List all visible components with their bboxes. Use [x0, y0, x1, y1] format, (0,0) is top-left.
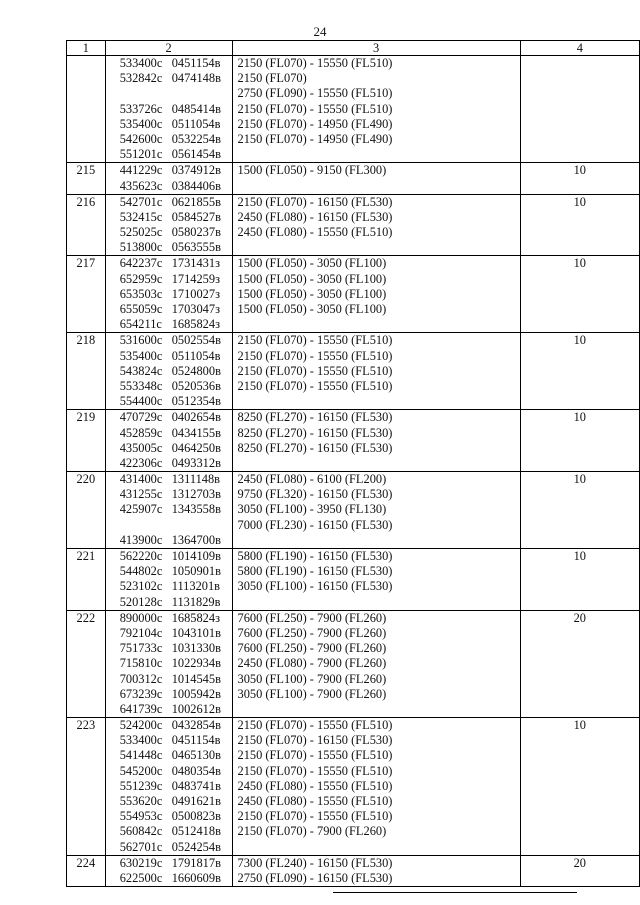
coordinate-line: [120, 533, 232, 548]
longitude: 1710027з: [171, 286, 220, 301]
longitude: 0384406в: [171, 178, 221, 193]
coordinate-line: [120, 595, 232, 610]
longitude: 1731431з: [171, 256, 220, 271]
coordinate-line: [120, 256, 232, 271]
altitude-range: 3050 (FL100) - 3950 (FL130): [237, 502, 387, 517]
altitude-range: 2150 (FL070) - 16150 (FL530): [237, 194, 393, 209]
coordinate-line: [120, 702, 232, 717]
altitude-range: 2150 (FL070): [237, 71, 307, 86]
altitude-range: 2450 (FL080) - 15550 (FL510): [237, 794, 393, 808]
coordinate-line: [120, 809, 232, 824]
latitude: 551201с: [119, 147, 163, 162]
airspace-table: [66, 40, 640, 887]
coordinate-line: [120, 856, 232, 871]
coordinate-line: [120, 147, 232, 162]
altitude-range: 2150 (FL070) - 15550 (FL510): [237, 718, 393, 733]
latitude: 562701с: [119, 839, 163, 854]
longitude: 0451154в: [171, 733, 221, 748]
table-row: [67, 472, 640, 549]
latitude: 652959с: [119, 271, 163, 286]
altitude-levels-cell: [232, 549, 520, 611]
latitude: 513800с: [119, 240, 163, 255]
value-cell: 10: [520, 472, 639, 549]
coordinates-cell: [105, 549, 232, 611]
altitude-range: 1500 (FL050) - 3050 (FL100): [237, 271, 387, 286]
longitude: 0561454в: [171, 147, 221, 162]
longitude: 1311148в: [171, 472, 221, 487]
altitude-range: 2150 (FL070) - 15550 (FL510): [237, 763, 393, 778]
altitude-range: [238, 595, 520, 610]
latitude: 553348с: [119, 378, 163, 393]
longitude: 0621855в: [171, 194, 221, 209]
latitude: 542701с: [119, 194, 163, 209]
longitude: 0524254в: [171, 839, 221, 854]
altitude-range: 8250 (FL270) - 16150 (FL530): [237, 410, 393, 425]
altitude-range: 2450 (FL080) - 16150 (FL530): [237, 209, 393, 224]
table-row: [67, 256, 640, 333]
page-number: 24: [313, 24, 327, 39]
latitude: 535400с: [119, 348, 163, 363]
coordinate-line: [120, 379, 232, 394]
coordinate-line: [120, 317, 232, 332]
coordinate-line: [120, 102, 232, 117]
value-cell: 20: [520, 610, 639, 717]
altitude-range: [238, 840, 520, 855]
coordinate-line: [120, 240, 232, 255]
row-number: 218: [67, 333, 106, 410]
row-number: 219: [67, 410, 106, 472]
altitude-range: 2750 (FL090) - 16150 (FL530): [237, 870, 393, 885]
coordinate-line: [120, 56, 232, 71]
value-cell: 10: [520, 410, 639, 472]
longitude: 1685824з: [171, 317, 220, 332]
altitude-range: 1500 (FL050) - 3050 (FL100): [237, 286, 387, 301]
longitude: 0532254в: [171, 131, 221, 146]
coordinate-line: [120, 871, 232, 886]
altitude-levels-cell: [232, 56, 520, 163]
longitude: 0563555в: [171, 240, 221, 255]
column-header-2: 2: [105, 41, 232, 56]
row-number: 224: [67, 855, 106, 886]
altitude-range: [238, 147, 520, 162]
latitude: 751733с: [119, 641, 163, 656]
longitude: 0464250в: [171, 440, 221, 455]
latitude: 542600с: [119, 131, 163, 146]
coordinate-line: [120, 733, 232, 748]
coordinate-line: [120, 272, 232, 287]
altitude-range: 3050 (FL100) - 16150 (FL530): [237, 579, 393, 594]
altitude-range: 2150 (FL070) - 15550 (FL510): [237, 748, 393, 763]
coordinates-cell: [105, 56, 232, 163]
value-cell: 10: [520, 333, 639, 410]
longitude: 0480354в: [171, 763, 221, 778]
table-body: [67, 56, 640, 887]
table-row: [67, 333, 640, 410]
table-row: [67, 855, 640, 886]
altitude-range: 8250 (FL270) - 16150 (FL530): [237, 440, 393, 455]
coordinate-line: [120, 179, 232, 194]
coordinates-cell: [105, 472, 232, 549]
latitude: 441229с: [119, 163, 163, 178]
row-number: 215: [67, 163, 106, 194]
altitude-range: [238, 533, 520, 548]
latitude: 792104с: [119, 625, 163, 640]
coordinate-line: [120, 364, 232, 379]
altitude-range: 1500 (FL050) - 3050 (FL100): [237, 256, 387, 271]
latitude: 562220с: [119, 549, 163, 563]
row-number: 223: [67, 718, 106, 856]
altitude-range: 8250 (FL270) - 16150 (FL530): [237, 425, 393, 440]
coordinate-line: [120, 195, 232, 210]
longitude: 1364700в: [171, 532, 221, 547]
longitude: 1014109в: [171, 549, 221, 563]
altitude-range: 2750 (FL090) - 15550 (FL510): [237, 86, 393, 101]
altitude-range: 9750 (FL320) - 16150 (FL530): [237, 487, 393, 502]
altitude-range: 1500 (FL050) - 3050 (FL100): [237, 302, 387, 316]
coordinate-line: [120, 518, 232, 533]
altitude-range: 5800 (FL190) - 16150 (FL530): [237, 549, 393, 563]
altitude-levels-cell: [232, 256, 520, 333]
latitude: 533726с: [119, 101, 163, 116]
coordinates-cell: [105, 410, 232, 472]
coordinates-cell: [105, 163, 232, 194]
altitude-range: 7300 (FL240) - 16150 (FL530): [237, 855, 393, 870]
longitude: 0485414в: [171, 101, 221, 116]
longitude: 1005942в: [171, 686, 221, 701]
latitude: 700312с: [119, 671, 163, 686]
value-cell: 20: [520, 855, 639, 886]
latitude: 435005с: [119, 440, 163, 455]
row-number: [67, 56, 106, 163]
longitude: 0511054в: [171, 348, 221, 363]
latitude: 413900с: [119, 532, 163, 547]
longitude: 0512354в: [171, 394, 221, 409]
altitude-levels-cell: [232, 410, 520, 472]
latitude: 520128с: [119, 594, 163, 609]
longitude: 1343558в: [171, 502, 221, 517]
coordinate-line: [120, 579, 232, 594]
latitude: 551239с: [119, 778, 163, 793]
coordinate-line: [120, 410, 232, 425]
latitude: 422306с: [119, 455, 163, 470]
value-cell: [520, 56, 639, 163]
coordinates-cell: [105, 194, 232, 256]
altitude-range: 2150 (FL070) - 14950 (FL490): [237, 131, 393, 146]
altitude-range: [238, 394, 520, 409]
latitude: 560842с: [119, 824, 163, 839]
altitude-range: 3050 (FL100) - 7900 (FL260): [237, 671, 387, 686]
longitude: 0491621в: [171, 794, 221, 808]
coordinate-line: [120, 394, 232, 409]
altitude-range: 2150 (FL070) - 15550 (FL510): [237, 56, 393, 70]
altitude-range: 2450 (FL080) - 15550 (FL510): [237, 225, 393, 240]
latitude: 525025с: [119, 225, 163, 240]
altitude-levels-cell: [232, 610, 520, 717]
latitude: 531600с: [119, 333, 163, 348]
latitude: 890000с: [119, 610, 163, 625]
longitude: 0524800в: [171, 363, 221, 378]
coordinate-line: [120, 117, 232, 132]
longitude: 1014545в: [171, 671, 221, 686]
table-row: [67, 610, 640, 717]
altitude-range: 2150 (FL070) - 15550 (FL510): [237, 363, 393, 378]
latitude: 554953с: [119, 809, 163, 824]
altitude-range: 2150 (FL070) - 15550 (FL510): [237, 101, 393, 116]
longitude: 0520536в: [171, 378, 221, 393]
coordinates-cell: [105, 333, 232, 410]
altitude-range: [238, 179, 520, 194]
coordinate-line: [120, 611, 232, 626]
longitude: 0434155в: [171, 425, 221, 440]
latitude: 533400с: [119, 733, 163, 748]
coordinate-line: [120, 626, 232, 641]
altitude-range: [238, 456, 520, 471]
altitude-range: 7000 (FL230) - 16150 (FL530): [237, 517, 393, 532]
table-row: [67, 194, 640, 256]
coordinate-line: [120, 333, 232, 348]
latitude: 554400с: [119, 394, 163, 409]
longitude: 1660609в: [171, 870, 221, 885]
altitude-range: [238, 317, 520, 332]
coordinate-line: [120, 86, 232, 101]
longitude: 0465130в: [171, 748, 221, 763]
altitude-range: 7600 (FL250) - 7900 (FL260): [237, 641, 387, 656]
coordinate-line: [120, 287, 232, 302]
latitude: 715810с: [119, 656, 163, 671]
latitude: 545200с: [119, 763, 163, 778]
coordinate-line: [120, 718, 232, 733]
coordinate-line: [120, 687, 232, 702]
longitude: 1022934в: [171, 656, 221, 671]
altitude-levels-cell: [232, 194, 520, 256]
coordinate-line: [120, 71, 232, 86]
altitude-range: 2150 (FL070) - 15550 (FL510): [237, 333, 393, 348]
row-number: 221: [67, 549, 106, 611]
altitude-range: 2450 (FL080) - 7900 (FL260): [237, 656, 387, 671]
coordinates-cell: [105, 855, 232, 886]
longitude: 0511054в: [171, 116, 221, 131]
latitude: 431255с: [119, 487, 163, 502]
latitude: 535400с: [119, 116, 163, 131]
altitude-range: [238, 240, 520, 255]
table-row: [67, 56, 640, 163]
altitude-levels-cell: [232, 333, 520, 410]
coordinate-line: [120, 641, 232, 656]
bottom-rule: [333, 892, 577, 893]
coordinate-line: [120, 794, 232, 809]
latitude: 523102с: [119, 579, 163, 594]
value-cell: 10: [520, 194, 639, 256]
coordinate-line: [120, 672, 232, 687]
longitude: 1312703в: [171, 487, 221, 502]
latitude: 673239с: [119, 686, 163, 701]
coordinate-line: [120, 349, 232, 364]
coordinate-line: [120, 426, 232, 441]
coordinate-line: [120, 472, 232, 487]
altitude-range: 2150 (FL070) - 15550 (FL510): [237, 809, 393, 824]
longitude: 0500823в: [171, 809, 221, 824]
column-header-1: 1: [67, 41, 106, 56]
altitude-range: 2150 (FL070) - 16150 (FL530): [237, 733, 393, 748]
column-header-3: 3: [232, 41, 520, 56]
longitude: 1043101в: [171, 625, 221, 640]
latitude: 544802с: [119, 564, 163, 579]
row-number: 220: [67, 472, 106, 549]
column-header-4: 4: [520, 41, 639, 56]
latitude: 452859с: [119, 425, 163, 440]
longitude: 0374912в: [171, 163, 221, 178]
latitude: 553620с: [119, 794, 163, 808]
longitude: 0451154в: [171, 56, 221, 70]
header-row: [67, 41, 640, 56]
latitude: 642237с: [119, 256, 163, 271]
longitude: 0402654в: [171, 410, 221, 425]
altitude-range: 2150 (FL070) - 7900 (FL260): [237, 824, 387, 839]
coordinate-line: [120, 225, 232, 240]
coordinate-line: [120, 656, 232, 671]
latitude: 532842с: [119, 71, 163, 86]
coordinate-line: [120, 764, 232, 779]
table-row: [67, 410, 640, 472]
longitude: 1685824з: [171, 610, 220, 625]
altitude-levels-cell: [232, 472, 520, 549]
longitude: 0580237в: [171, 225, 221, 240]
coordinates-cell: [105, 610, 232, 717]
longitude: 0502554в: [171, 333, 221, 348]
coordinate-line: [120, 132, 232, 147]
longitude: 0483741в: [171, 778, 221, 793]
altitude-range: 1500 (FL050) - 9150 (FL300): [237, 163, 387, 178]
longitude: 0432854в: [171, 718, 221, 733]
longitude: 1113201в: [171, 579, 221, 594]
latitude: 630219с: [119, 855, 163, 870]
table-row: [67, 718, 640, 856]
row-number: 216: [67, 194, 106, 256]
coordinate-line: [120, 502, 232, 517]
latitude: 435623с: [119, 178, 163, 193]
value-cell: 10: [520, 163, 639, 194]
row-number: 217: [67, 256, 106, 333]
coordinate-line: [120, 456, 232, 471]
latitude: 533400с: [119, 56, 163, 70]
longitude: 1791817в: [171, 855, 221, 870]
altitude-range: 5800 (FL190) - 16150 (FL530): [237, 564, 393, 579]
latitude: 543824с: [119, 363, 163, 378]
latitude: 622500с: [119, 870, 163, 885]
latitude: 532415с: [119, 209, 163, 224]
altitude-levels-cell: [232, 163, 520, 194]
coordinate-line: [120, 824, 232, 839]
altitude-range: 2150 (FL070) - 15550 (FL510): [237, 348, 393, 363]
coordinate-line: [120, 487, 232, 502]
coordinates-cell: [105, 256, 232, 333]
coordinate-line: [120, 748, 232, 763]
latitude: 654211с: [119, 317, 162, 332]
coordinate-line: [120, 441, 232, 456]
longitude: 0493312в: [171, 455, 221, 470]
value-cell: 10: [520, 549, 639, 611]
coordinate-line: [120, 163, 232, 178]
coordinate-line: [120, 840, 232, 855]
latitude: 541448с: [119, 748, 163, 763]
coordinate-line: [120, 302, 232, 317]
latitude: 431400с: [119, 472, 163, 487]
altitude-levels-cell: [232, 718, 520, 856]
latitude: 641739с: [119, 701, 163, 716]
value-cell: 10: [520, 718, 639, 856]
altitude-range: 7600 (FL250) - 7900 (FL260): [237, 625, 387, 640]
altitude-range: [238, 702, 520, 717]
altitude-range: 7600 (FL250) - 7900 (FL260): [237, 610, 387, 625]
longitude: 0584527в: [171, 209, 221, 224]
longitude: 0512418в: [171, 824, 221, 839]
latitude: 425907с: [119, 502, 163, 517]
longitude: 1131829в: [171, 594, 221, 609]
longitude: 1050901в: [171, 564, 221, 579]
coordinate-line: [120, 564, 232, 579]
latitude: 655059с: [119, 302, 163, 316]
altitude-range: 2150 (FL070) - 14950 (FL490): [237, 116, 393, 131]
latitude: 524200с: [119, 718, 163, 733]
altitude-range: 2450 (FL080) - 6100 (FL200): [237, 472, 387, 487]
longitude: 1703047з: [171, 302, 220, 316]
value-cell: 10: [520, 256, 639, 333]
latitude: 653503с: [119, 286, 163, 301]
altitude-range: 3050 (FL100) - 7900 (FL260): [237, 686, 387, 701]
row-number: 222: [67, 610, 106, 717]
coordinate-line: [120, 210, 232, 225]
coordinate-line: [120, 549, 232, 564]
altitude-range: 2150 (FL070) - 15550 (FL510): [237, 378, 393, 393]
coordinate-line: [120, 779, 232, 794]
longitude: 0474148в: [171, 71, 221, 86]
altitude-levels-cell: [232, 855, 520, 886]
latitude: 470729с: [119, 410, 163, 425]
longitude: 1714259з: [171, 271, 220, 286]
coordinates-cell: [105, 718, 232, 856]
altitude-range: 2450 (FL080) - 15550 (FL510): [237, 778, 393, 793]
table-row: [67, 549, 640, 611]
table-row: [67, 163, 640, 194]
longitude: 1031330в: [171, 641, 221, 656]
longitude: 1002612в: [171, 701, 221, 716]
